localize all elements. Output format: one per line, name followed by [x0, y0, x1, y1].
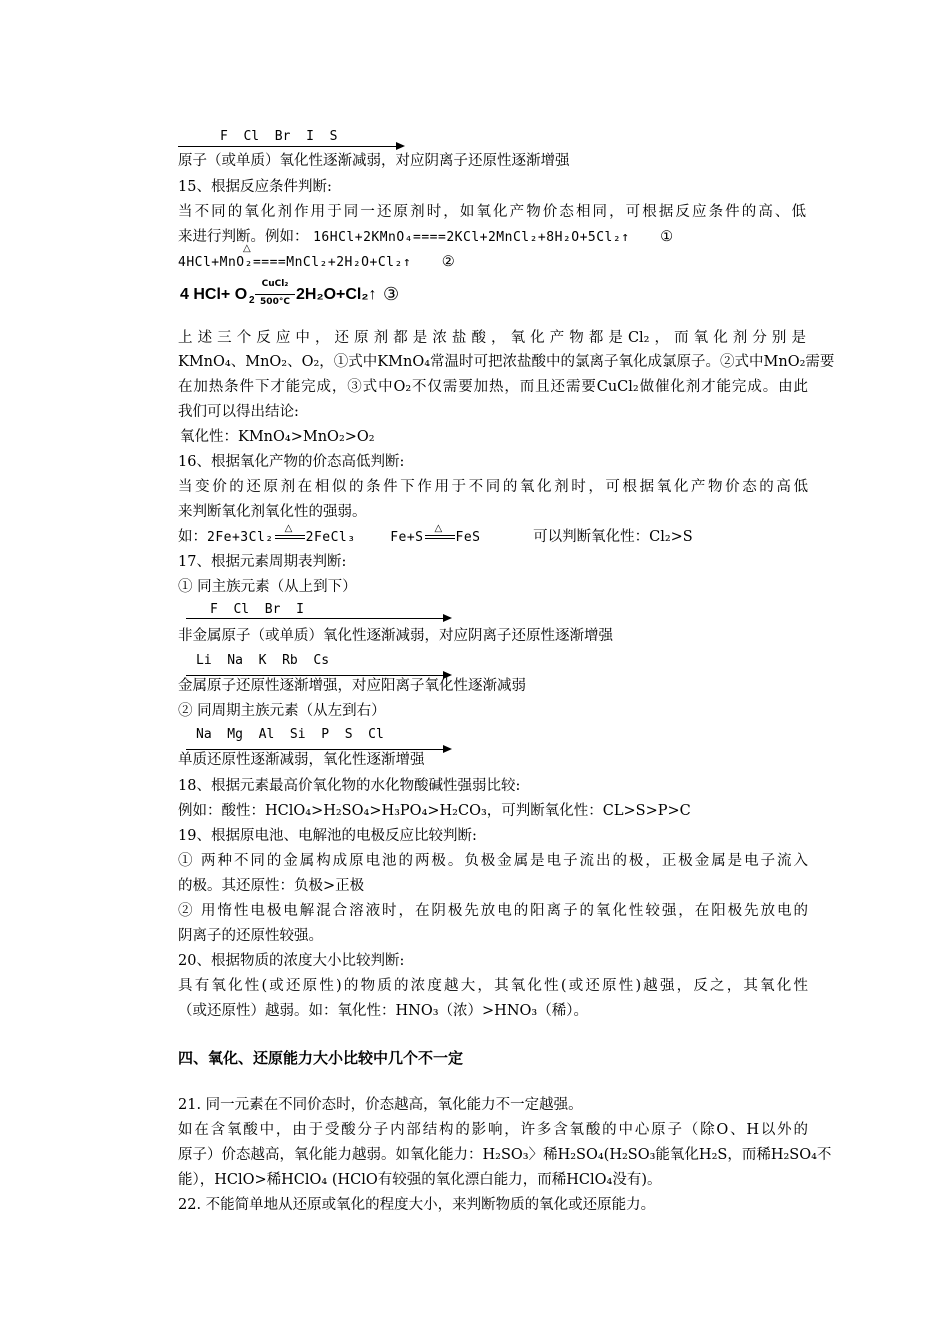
item-21-para-line-3: 能），HClO>稀HClO₄ (HClO有较强的氧化漂白能力，而稀HClO₄没有)。: [178, 1172, 662, 1188]
section-18-title: 18、根据元素最高价氧化物的水化物酸碱性强弱比较:: [178, 778, 521, 794]
condition-line: [255, 294, 295, 295]
analysis-line-2: KMnO₄、MnO₂、O₂，①式中KMnO₄常温时可把浓盐酸中的氯离子氧化成氯原子。②式中MnO₂需要: [178, 354, 835, 370]
example-conclusion: 可以判断氧化性：Cl₂>S: [533, 529, 693, 545]
example-prefix: 如：: [178, 529, 207, 545]
section-16-para-line-2: 来判断氧化剂氧化性的强弱。: [178, 504, 367, 520]
reaction-2-product: FeS: [455, 530, 481, 545]
item-21-para-line-2: 原子）价态越高，氧化能力越弱。如氧化能力：H₂SO₃〉稀H₂SO₄(H₂SO₃能氧化H₂S，而稀H₂SO₄不: [178, 1147, 832, 1163]
section-15-para-line: 当不同的氧化剂作用于同一还原剂时，如氧化产物价态相同，可根据反应条件的高、低: [178, 204, 806, 220]
reaction-2-reactants: Fe+S: [390, 530, 424, 545]
heating-symbol: △: [434, 523, 443, 534]
section-17-title: 17、根据元素周期表判断:: [178, 554, 347, 570]
item-21: 21. 同一元素在不同价态时，价态越高，氧化能力不一定越强。: [178, 1097, 583, 1113]
metal-caption: 金属原子还原性逐渐增强，对应阳离子氧化性逐渐减弱: [178, 678, 526, 694]
subsection-same-group: ① 同主族元素（从上到下）: [178, 579, 357, 595]
section-16-para-line-1: 当变价的还原剂在相似的条件下作用于不同的氧化剂时，可根据氧化产物价态的高低: [178, 479, 808, 495]
analysis-line-3: 在加热条件下才能完成，③式中O₂不仅需要加热，而且还需要CuCl₂做催化剂才能完成。由此: [178, 379, 808, 395]
reaction-1-product: 2FeCl₃: [305, 530, 356, 545]
section-20-title: 20、根据物质的浓度大小比较判断:: [178, 953, 405, 969]
section-20-para-line-1: 具有氧化性(或还原性)的物质的浓度越大，其氧化性(或还原性)越强，反之，其氧化性: [178, 978, 808, 994]
period-caption: 单质还原性逐渐减弱，氧化性逐渐增强: [178, 752, 425, 768]
conclusion-line: 氧化性：KMnO₄>MnO₂>O₂: [180, 429, 375, 445]
alkali-metal-elements: Li Na K Rb Cs: [196, 653, 330, 668]
heat-equals-1: [274, 523, 306, 541]
equation-1-mark: ①: [660, 229, 674, 245]
halogen-sequence-elements: F Cl Br I S: [220, 129, 338, 144]
section-19-point-1: ① 两种不同的金属构成原电池的两极。负极金属是电子流出的极，正极金属是电子流入: [178, 853, 808, 869]
heating-symbol: △: [284, 523, 293, 534]
section-4-heading: 四、氧化、还原能力大小比较中几个不一定: [178, 1049, 464, 1067]
section-19-point-2-cont: 阴离子的还原性较强。: [178, 928, 323, 944]
catalyst-label: CuCl₂: [261, 279, 289, 289]
section-15-example-line: [178, 227, 808, 248]
example-intro: 来进行判断。例如：: [178, 229, 309, 245]
equation-1: 16HCl+2KMnO₄====2KCl+2MnCl₂+8H₂O+5Cl₂↑: [313, 230, 630, 245]
period-elements: Na Mg Al Si P S Cl: [196, 727, 384, 742]
nonmetal-elements: F Cl Br I: [210, 602, 304, 617]
section-15-title: 15、根据反应条件判断:: [178, 179, 332, 195]
reaction-1-reactants: 2Fe+3Cl₂: [207, 530, 274, 545]
item-22: 22. 不能简单地从还原或氧化的程度大小，来判断物质的氧化或还原能力。: [178, 1197, 656, 1213]
heating-symbol: △: [243, 243, 251, 254]
temperature-label: 500°C: [260, 297, 290, 307]
section-18-example: 例如：酸性：HClO₄>H₂SO₄>H₃PO₄>H₂CO₃，可判断氧化性：CL>S>P>C: [178, 803, 691, 819]
heat-equals-2: [424, 523, 456, 541]
equation-2: 4HCl+MnO₂====MnCl₂+2H₂O+Cl₂↑: [178, 255, 412, 270]
equation-2-line: [178, 252, 808, 273]
section-19-title: 19、根据原电池、电解池的电极反应比较判断:: [178, 828, 477, 844]
trend-arrow: [178, 146, 403, 147]
equation-3-reactant-sub: 2: [249, 295, 255, 306]
equation-3-products: 2H₂O+Cl₂↑: [296, 286, 377, 303]
section-19-point-1-cont: 的极。其还原性：负极>正极: [178, 878, 365, 894]
nonmetal-caption: 非金属原子（或单质）氧化性逐渐减弱，对应阴离子还原性逐渐增强: [178, 628, 613, 644]
equation-3-reactants: 4 HCl+ O: [180, 286, 248, 303]
section-20-para-line-2: （或还原性）越弱。如：氧化性：HNO₃（浓）>HNO₃（稀）。: [178, 1003, 588, 1019]
section-16-title: 16、根据氧化产物的价态高低判断:: [178, 454, 405, 470]
equation-2-mark: ②: [441, 254, 455, 270]
subsection-same-period: ② 同周期主族元素（从左到右）: [178, 703, 386, 719]
section-16-example: [178, 523, 808, 548]
section-19-point-2: ② 用惰性电极电解混合溶液时，在阴极先放电的阳离子的氧化性较强，在阳极先放电的: [178, 903, 808, 919]
sequence-caption: 原子（或单质）氧化性逐渐减弱，对应阴离子还原性逐渐增强: [178, 153, 570, 169]
equation-3-mark: ③: [383, 284, 400, 304]
analysis-line-4: 我们可以得出结论:: [178, 404, 299, 420]
trend-arrow: [186, 618, 450, 619]
analysis-line-1: 上述三个反应中，还原剂都是浓盐酸，氧化产物都是Cl₂，而氧化剂分别是: [178, 330, 806, 346]
item-21-para-line-1: 如在含氧酸中，由于受酸分子内部结构的影响，许多含氧酸的中心原子（除O、H以外的: [178, 1122, 808, 1138]
